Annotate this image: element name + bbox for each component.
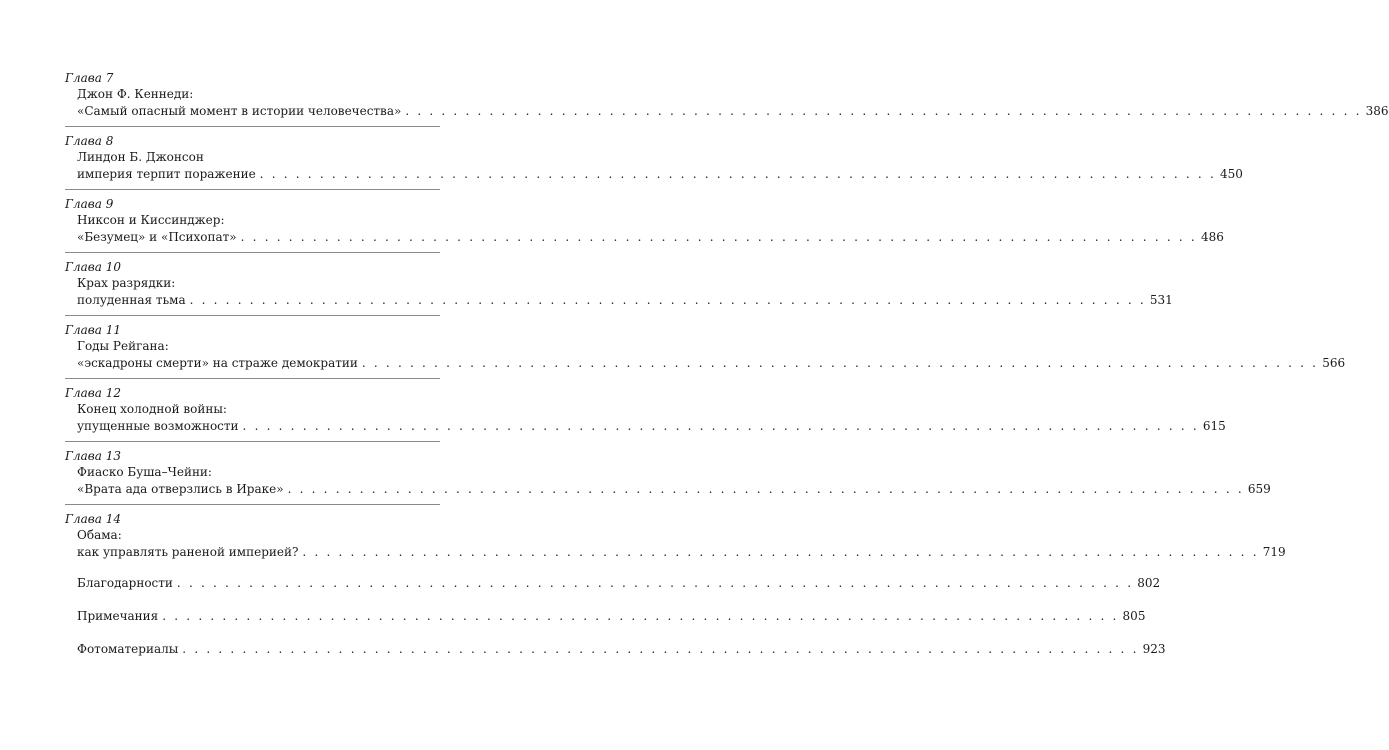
- page-number: 802: [1137, 576, 1161, 590]
- toc-entry-photos[interactable]: [65, 641, 1166, 658]
- chapter-label: Глава 13: [65, 449, 121, 463]
- chapter-label: Глава 12: [65, 386, 121, 400]
- toc-chapter-8: [65, 133, 1243, 183]
- dot-leader: . . . . . . . . . . . . . . . . . . . . . . . . . . . . . . . . . . . . . . . . . . . . . . . . . . . . . . . . . . . . . . . . . . . . . . . . . . . . . . . .: [162, 609, 1119, 623]
- chapter-label: Глава 10: [65, 260, 121, 274]
- divider: [65, 252, 440, 253]
- chapter-label: Глава 7: [65, 71, 114, 85]
- chapter-title-line: упущенные возможности: [77, 419, 239, 433]
- chapter-title-line: империя терпит поражение: [77, 167, 256, 181]
- chapter-title-line: как управлять раненой империей?: [77, 545, 299, 559]
- chapter-title-line: Крах разрядки:: [77, 276, 176, 290]
- divider: [65, 504, 440, 505]
- page-number: 615: [1202, 419, 1226, 433]
- toc-entry-row[interactable]: [65, 481, 1271, 498]
- toc-entry-row[interactable]: [65, 166, 1243, 183]
- page-number: 486: [1200, 230, 1224, 244]
- toc-entry-acknowledgements[interactable]: [65, 575, 1161, 592]
- entry-title: Благодарности: [77, 576, 173, 590]
- toc-chapter-9: [65, 196, 1224, 246]
- divider: [65, 126, 440, 127]
- page-number: 659: [1247, 482, 1271, 496]
- chapter-title-line: «Безумец» и «Психопат»: [77, 230, 237, 244]
- page-number: 566: [1322, 356, 1346, 370]
- page-number: 531: [1149, 293, 1173, 307]
- toc-chapter-14: [65, 511, 1286, 561]
- toc-chapter-11: [65, 322, 1346, 372]
- chapter-label: Глава 14: [65, 512, 121, 526]
- chapter-title-line: Обама:: [77, 528, 122, 542]
- chapter-title-line: «эскадроны смерти» на страже демократии: [77, 356, 358, 370]
- dot-leader: . . . . . . . . . . . . . . . . . . . . . . . . . . . . . . . . . . . . . . . . . . . . . . . . . . . . . . . . . . . . . . . . . . . . . . . . . . . . . . . .: [240, 230, 1197, 244]
- toc-chapter-12: [65, 385, 1226, 435]
- chapter-title-line: Никсон и Киссинджер:: [77, 213, 225, 227]
- dot-leader: . . . . . . . . . . . . . . . . . . . . . . . . . . . . . . . . . . . . . . . . . . . . . . . . . . . . . . . . . . . . . . . . . . . . . . . . . . . . . . . .: [361, 356, 1319, 370]
- toc-entry-notes[interactable]: [65, 608, 1146, 625]
- dot-leader: . . . . . . . . . . . . . . . . . . . . . . . . . . . . . . . . . . . . . . . . . . . . . . . . . . . . . . . . . . . . . . . . . . . . . . . . . . . . . . . .: [405, 104, 1362, 118]
- page-number: 805: [1122, 609, 1146, 623]
- chapter-title-line: «Самый опасный момент в истории человечества»: [77, 104, 402, 118]
- divider: [65, 189, 440, 190]
- divider: [65, 441, 440, 442]
- toc-chapter-7: [65, 70, 1389, 120]
- toc-entry-row[interactable]: [65, 103, 1389, 120]
- toc-entry-row[interactable]: [65, 229, 1224, 246]
- chapter-title-line: полуденная тьма: [77, 293, 186, 307]
- toc-backmatter: [65, 575, 1166, 658]
- chapter-title-line: «Врата ада отверзлись в Ираке»: [77, 482, 284, 496]
- chapter-title-line: Линдон Б. Джонсон: [77, 150, 204, 164]
- table-of-contents: [65, 70, 1389, 658]
- chapter-title-line: Фиаско Буша–Чейни:: [77, 465, 212, 479]
- toc-chapter-13: [65, 448, 1271, 498]
- chapter-title-line: Годы Рейгана:: [77, 339, 169, 353]
- page-number: 923: [1142, 642, 1166, 656]
- chapter-label: Глава 8: [65, 134, 114, 148]
- dot-leader: . . . . . . . . . . . . . . . . . . . . . . . . . . . . . . . . . . . . . . . . . . . . . . . . . . . . . . . . . . . . . . . . . . . . . . . . . . . . . . . .: [242, 419, 1199, 433]
- dot-leader: . . . . . . . . . . . . . . . . . . . . . . . . . . . . . . . . . . . . . . . . . . . . . . . . . . . . . . . . . . . . . . . . . . . . . . . . . . . . . . . .: [189, 293, 1146, 307]
- page-number: 386: [1365, 104, 1389, 118]
- entry-title: Фотоматериалы: [77, 642, 179, 656]
- entry-title: Примечания: [77, 609, 159, 623]
- dot-leader: . . . . . . . . . . . . . . . . . . . . . . . . . . . . . . . . . . . . . . . . . . . . . . . . . . . . . . . . . . . . . . . . . . . . . . . . . . . . . . . .: [259, 167, 1216, 181]
- toc-entry-row[interactable]: [65, 355, 1346, 372]
- page-number: 450: [1219, 167, 1243, 181]
- toc-entry-row[interactable]: [65, 292, 1173, 309]
- dot-leader: . . . . . . . . . . . . . . . . . . . . . . . . . . . . . . . . . . . . . . . . . . . . . . . . . . . . . . . . . . . . . . . . . . . . . . . . . . . . . . . .: [302, 545, 1259, 559]
- toc-entry-row[interactable]: [65, 418, 1226, 435]
- dot-leader: . . . . . . . . . . . . . . . . . . . . . . . . . . . . . . . . . . . . . . . . . . . . . . . . . . . . . . . . . . . . . . . . . . . . . . . . . . . . . . . .: [287, 482, 1244, 496]
- toc-entry-row[interactable]: [65, 544, 1286, 561]
- divider: [65, 315, 440, 316]
- chapter-title-line: Джон Ф. Кеннеди:: [77, 87, 194, 101]
- dot-leader: . . . . . . . . . . . . . . . . . . . . . . . . . . . . . . . . . . . . . . . . . . . . . . . . . . . . . . . . . . . . . . . . . . . . . . . . . . . . . . . .: [182, 642, 1139, 656]
- chapter-title-line: Конец холодной войны:: [77, 402, 227, 416]
- divider: [65, 378, 440, 379]
- page-number: 719: [1262, 545, 1286, 559]
- dot-leader: . . . . . . . . . . . . . . . . . . . . . . . . . . . . . . . . . . . . . . . . . . . . . . . . . . . . . . . . . . . . . . . . . . . . . . . . . . . . . . . .: [176, 576, 1134, 590]
- chapter-label: Глава 9: [65, 197, 114, 211]
- chapter-label: Глава 11: [65, 323, 121, 337]
- toc-chapter-10: [65, 259, 1173, 309]
